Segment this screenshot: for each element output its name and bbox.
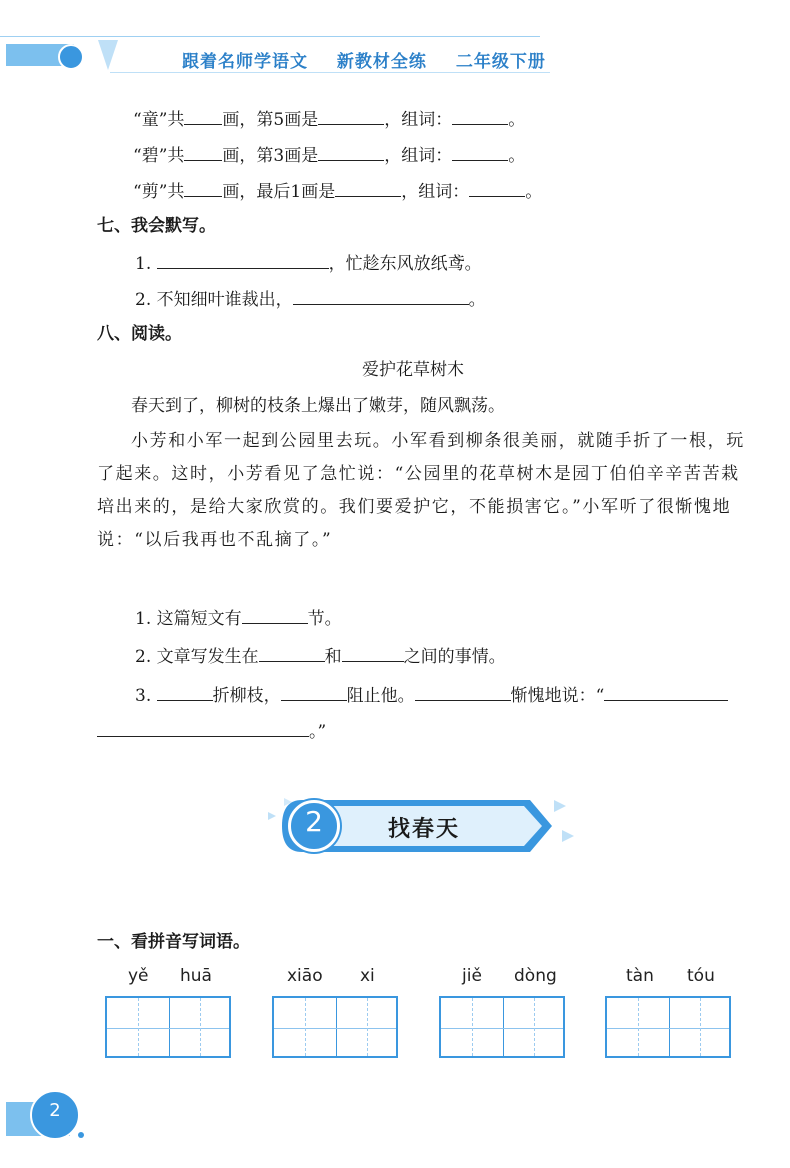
q3-blank-5[interactable] (97, 718, 309, 737)
q2-blank-2[interactable] (342, 643, 404, 662)
word-blank[interactable] (469, 178, 525, 197)
recite-blank-2[interactable] (293, 286, 469, 305)
stroke-count-blank[interactable] (184, 106, 222, 125)
stroke-item-3: “剪”共 画，最后1画是 ，组词： 。 (133, 178, 542, 204)
lesson-title: 找春天 (388, 817, 461, 842)
section-7-item-2: 2. 不知细叶谁裁出， 。 (135, 286, 486, 312)
pinyin-2a: xiāo (287, 966, 323, 986)
header-triangle-decoration (98, 40, 118, 72)
q2-blank-1[interactable] (259, 643, 325, 662)
stroke-answer-blank[interactable] (318, 106, 384, 125)
writing-grid-4[interactable] (605, 996, 731, 1058)
stroke-answer-blank[interactable] (318, 142, 384, 161)
writing-grid-3[interactable] (439, 996, 565, 1058)
question-3: 3. 折柳枝， 阻止他。 惭愧地说：“ (135, 682, 728, 708)
pinyin-2b: xi (360, 966, 375, 986)
pinyin-3b: dòng (514, 966, 557, 986)
recite-blank-1[interactable] (157, 250, 329, 269)
q3-blank-4[interactable] (604, 682, 728, 701)
stroke-count-blank[interactable] (184, 142, 222, 161)
header-edition: 新教材全练 (336, 52, 427, 72)
header-title (182, 47, 568, 72)
section-7-title: 七、我会默写。 (97, 216, 216, 236)
section-7-item-1: 1. ，忙趁东风放纸鸢。 (135, 250, 482, 276)
header-circle-decoration (58, 44, 84, 70)
stroke-item-1: “童”共 画，第5画是 ，组词： 。 (133, 106, 525, 132)
word-blank[interactable] (452, 142, 508, 161)
q1-blank[interactable] (242, 605, 308, 624)
header-underline (110, 72, 550, 73)
header-series: 跟着名师学语文 (182, 52, 308, 72)
pinyin-1b: huā (180, 966, 212, 986)
section-8-title: 八、阅读。 (97, 324, 182, 344)
word-blank[interactable] (452, 106, 508, 125)
q3-blank-2[interactable] (281, 682, 347, 701)
header-top-rule (0, 36, 540, 37)
passage-title: 爱护花草树木 (362, 360, 464, 380)
header-grade: 二年级下册 (455, 52, 546, 72)
pinyin-3a: jiě (462, 966, 482, 986)
writing-grid-2[interactable] (272, 996, 398, 1058)
q3-blank-3[interactable] (415, 682, 511, 701)
q3-blank-1[interactable] (157, 682, 213, 701)
question-3-cont: 。” (97, 718, 326, 744)
pinyin-4b: tóu (687, 966, 715, 986)
pinyin-1a: yě (128, 966, 149, 986)
passage-paragraph-1: 春天到了，柳树的枝条上爆出了嫩芽，随风飘荡。 (131, 396, 505, 416)
stroke-answer-blank[interactable] (335, 178, 401, 197)
section-1-title: 一、看拼音写词语。 (97, 932, 250, 952)
stroke-count-blank[interactable] (184, 178, 222, 197)
footer-dot-decoration (78, 1132, 84, 1138)
question-2: 2. 文章写发生在 和 之间的事情。 (135, 643, 506, 669)
stroke-item-2: “碧”共 画，第3画是 ，组词： 。 (133, 142, 525, 168)
page-number: 2 (49, 1100, 61, 1121)
question-1: 1. 这篇短文有 节。 (135, 605, 342, 631)
writing-grid-1[interactable] (105, 996, 231, 1058)
lesson-number: 2 (305, 805, 323, 838)
pinyin-4a: tàn (626, 966, 654, 986)
passage-paragraph-2: 小芳和小军一起到公园里去玩。小军看到柳条很美丽，就随手折了一根，玩了起来。这时，小芳看见了急忙说：“公园里的花草树木是园丁伯伯辛辛苦苦栽培出来的，是给大家欣赏的。我们要爱护它，不能损害它。”小军听了很惭愧地说：“以后我再也不乱摘了。” (97, 431, 745, 550)
